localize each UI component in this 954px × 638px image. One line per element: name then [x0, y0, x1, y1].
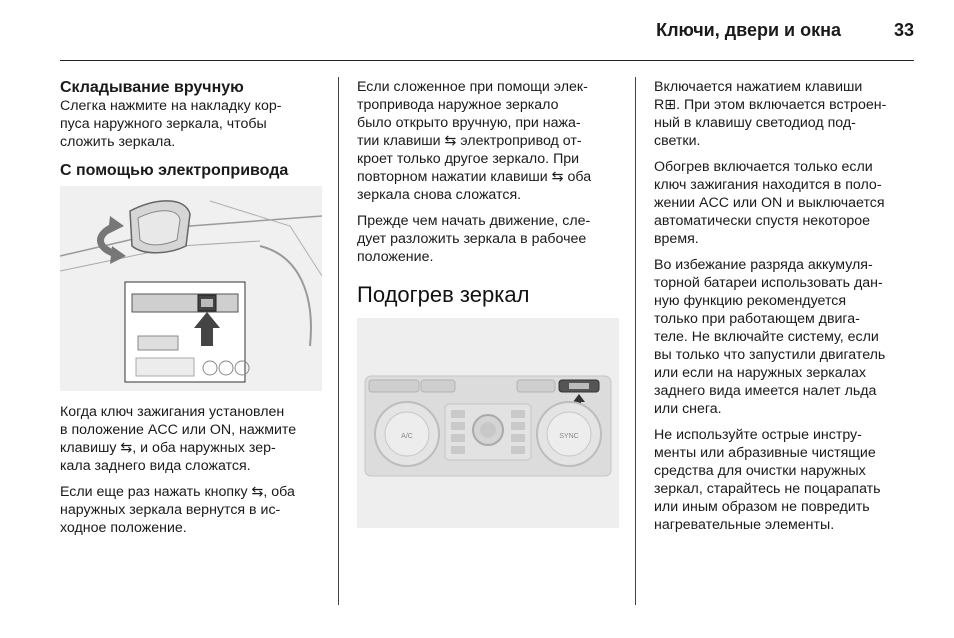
- header-rule: [60, 60, 914, 61]
- paragraph-press-again: Если еще раз нажать кнопку ⇆, оба наружных зеркала вернутся в ис- ходное положение.: [60, 484, 295, 536]
- heading-manual-folding: Складывание вручную: [60, 79, 244, 96]
- figure-climate-control-panel: [357, 318, 619, 528]
- column-divider-1: [338, 77, 339, 605]
- heading-electric-folding: С помощью электропривода: [60, 162, 289, 179]
- page-number: 33: [893, 20, 914, 40]
- paragraph-press-to-fold: Когда ключ зажигания установлен в положение ACC или ON, нажмите клавишу ⇆, и оба наружных зер- кала заднего вида сложатся.: [60, 404, 297, 474]
- knob-right-label: SYNC: [559, 433, 579, 440]
- paragraph-manual-open: Если сложенное при помощи элек- тропривода наружное зеркало было открыто вручную, при нажа- тии клавиши ⇆ электропривод от- кроет только другое зеркало. При повторном нажатии клавиши ⇆ оба зеркала снова сложатся.: [357, 79, 592, 203]
- paragraph-ignition-condition: Обогрев включается только если ключ зажигания находится в поло- жении ACC или ON и выключается автоматически спустя некоторое время.: [654, 159, 885, 247]
- paragraph-cleaning-warning: Не используйте острые инстру- менты или абразивные чистящие средства для очистки наружных зеркал, старайтесь не поцарапать или иным образом не повредить нагревательные элементы.: [654, 427, 881, 533]
- column-1: [60, 78, 325, 545]
- column-3: [654, 78, 916, 542]
- running-header-title: Ключи, двери и окна: [656, 20, 841, 40]
- column-2: [357, 78, 619, 528]
- paragraph-activation: Включается нажатием клавиши R⊞. При этом включается встроен- ный в клавишу светодиод под- светки.: [654, 79, 887, 149]
- column-divider-2: [635, 77, 636, 605]
- paragraph-before-driving: Прежде чем начать движение, сле- дует разложить зеркала в рабочее положение.: [357, 213, 591, 265]
- paragraph-battery-warning: Во избежание разряда аккумуля- торной батареи использовать дан- ную функцию рекомендуется только при работающем двига- теле. Не включайте систему, если вы только что запустили двигатель или если на наружных зеркалах заднего вида имеется налет льда или снега.: [654, 257, 886, 417]
- heading-mirror-heating: Подогрев зеркал: [357, 282, 530, 307]
- figure-mirror-fold-illustration: [60, 186, 322, 391]
- knob-left-label: A/C: [401, 433, 413, 440]
- paragraph-manual-folding: Слегка нажмите на накладку кор- пуса наружного зеркала, чтобы сложить зеркала.: [60, 98, 282, 150]
